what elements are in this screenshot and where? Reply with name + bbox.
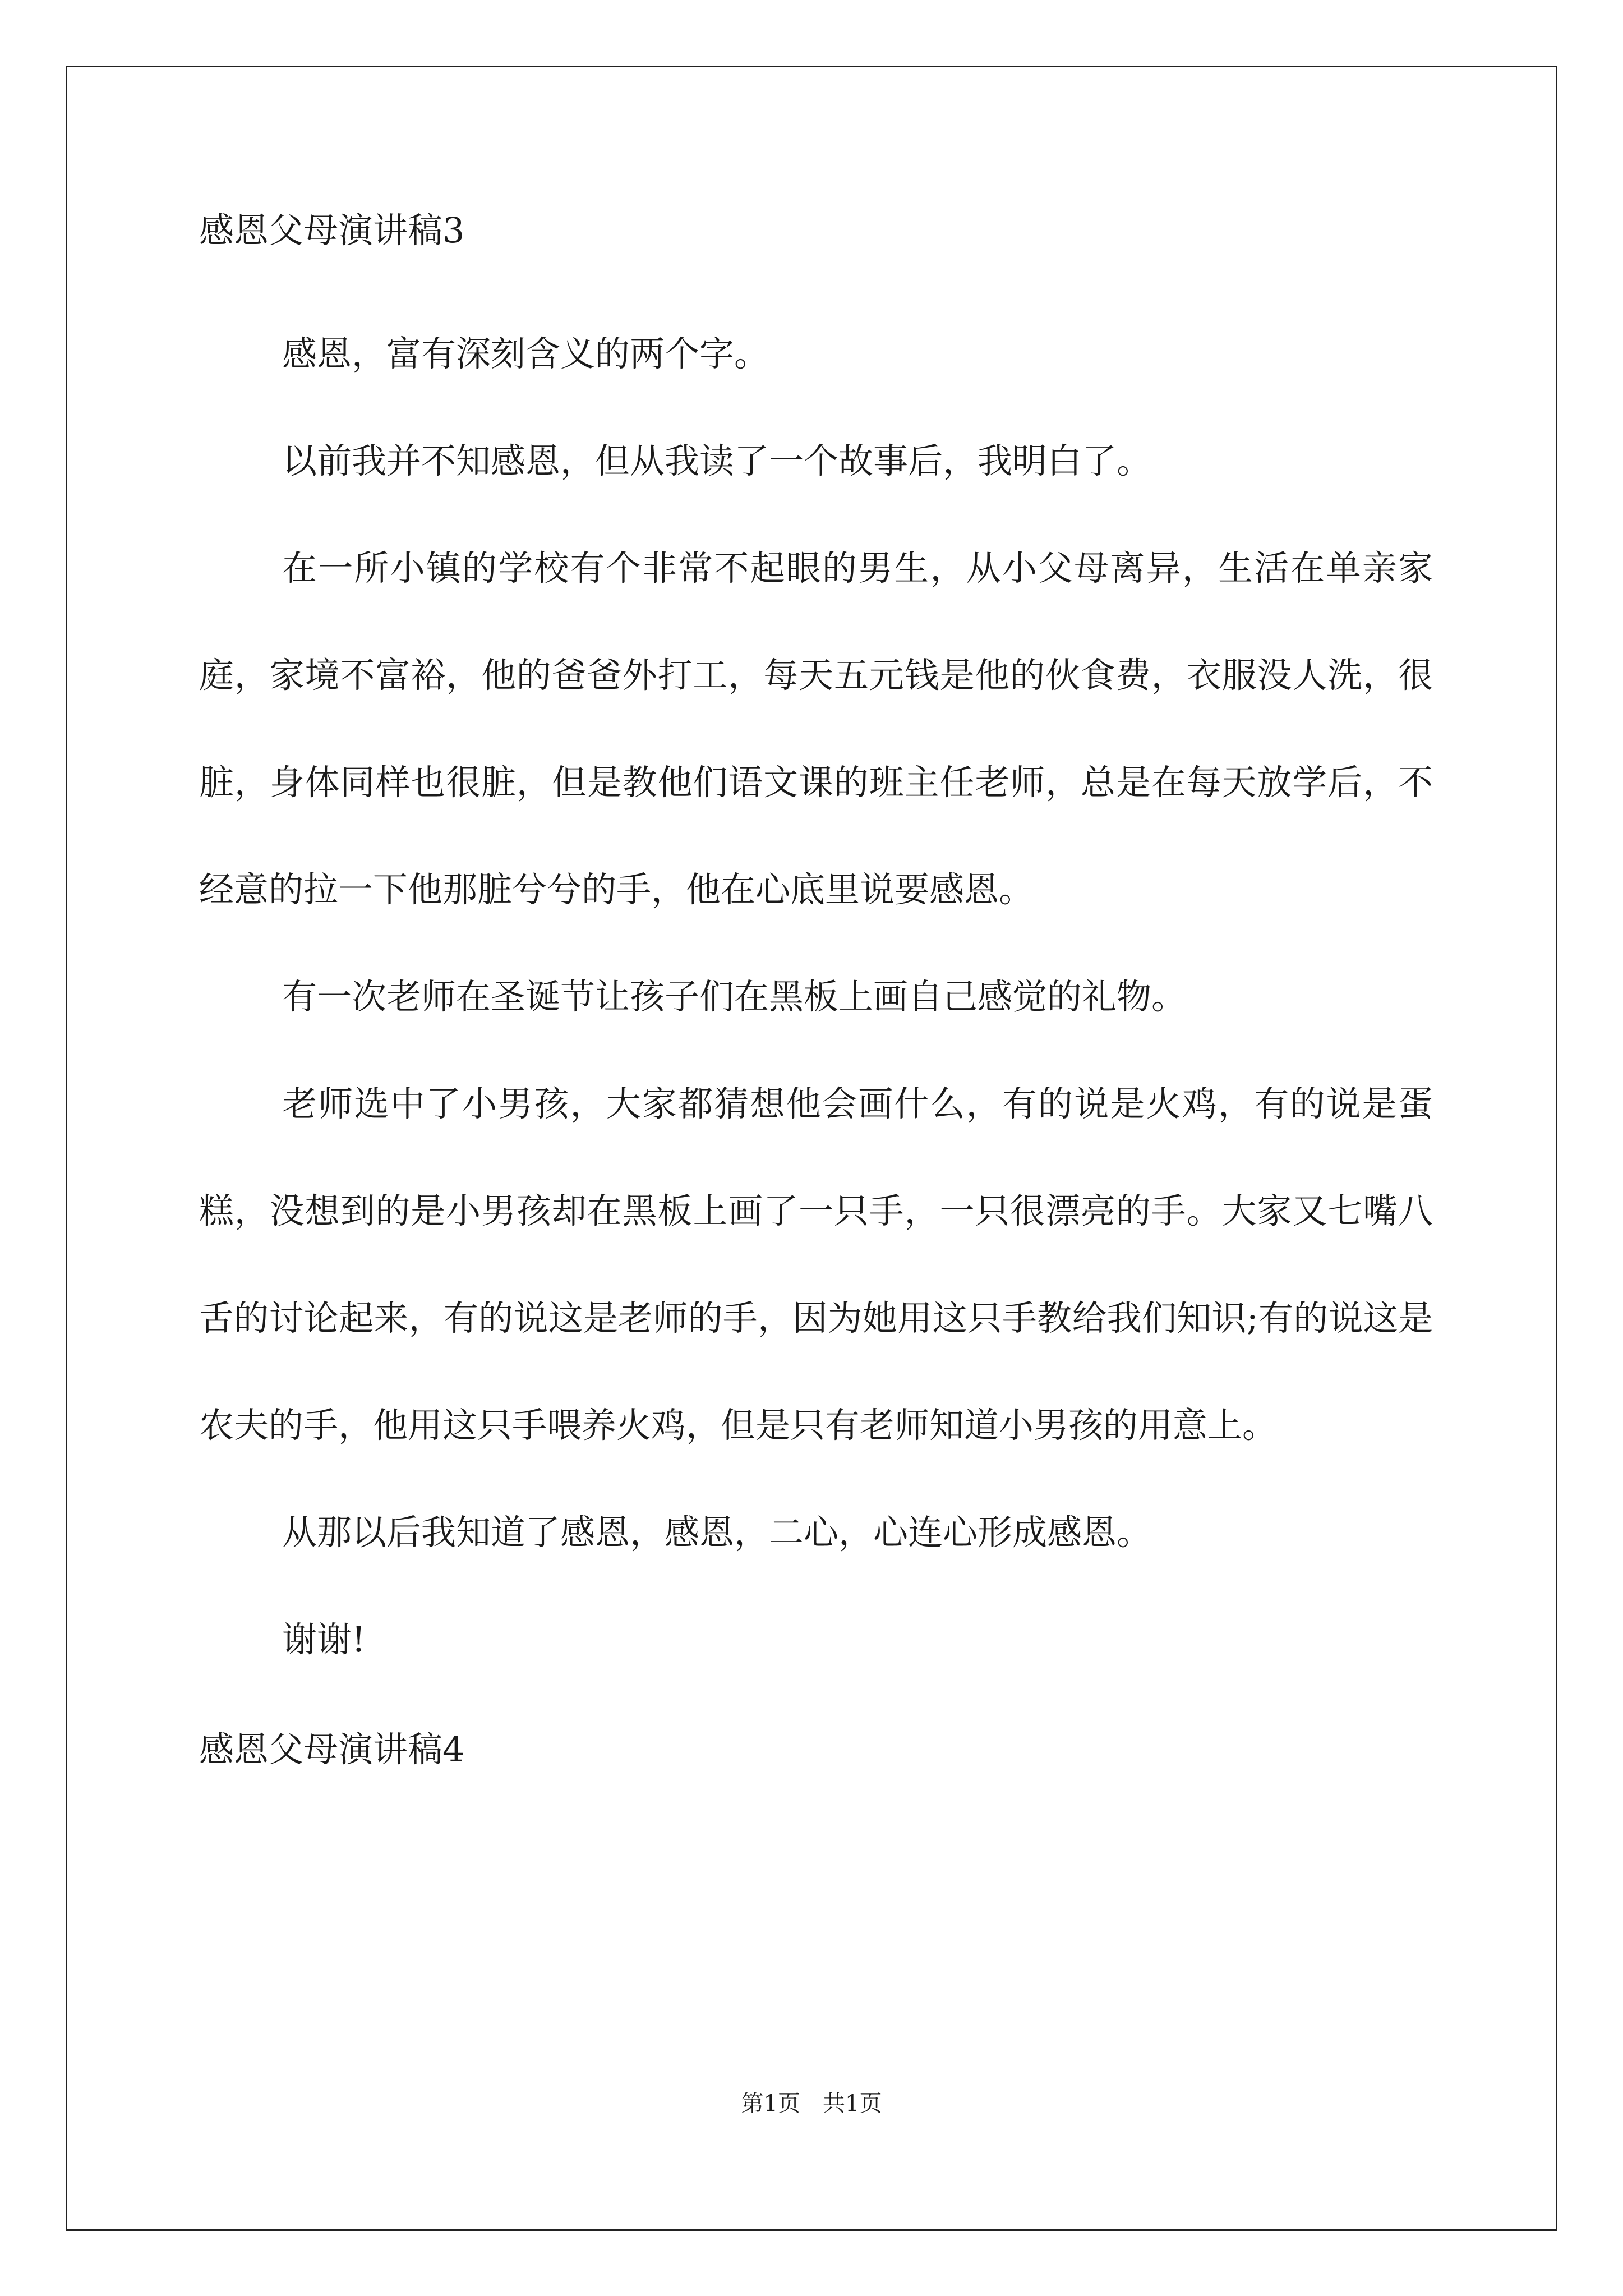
paragraph-4: 有一次老师在圣诞节让孩子们在黑板上画自己感觉的礼物。 bbox=[282, 976, 1187, 1017]
paragraph-7: 谢谢! bbox=[282, 1619, 366, 1660]
document-body bbox=[199, 210, 1433, 1770]
page-number-footer: 第1页 共1页 bbox=[741, 2091, 882, 2116]
section-heading-3: 感恩父母演讲稿3 bbox=[199, 210, 465, 251]
paragraph-3: 在一所小镇的学校有个非常不起眼的男生，从小父母离异，生活在单亲家庭，家境不富裕，他的爸爸外打工，每天五元钱是他的伙食费，衣服没人洗，很脏，身体同样也很脏，但是教他们语文课的班主任老师，总是在每天放学后，不经意的拉一下他那脏兮兮的手，他在心底里说要感恩。 bbox=[199, 547, 1433, 910]
paragraph-6: 从那以后我知道了感恩，感恩，二心，心连心形成感恩。 bbox=[282, 1512, 1152, 1553]
section-heading-4: 感恩父母演讲稿4 bbox=[199, 1729, 465, 1770]
paragraph-1: 感恩，富有深刻含义的两个字。 bbox=[282, 333, 769, 374]
paragraph-5: 老师选中了小男孩，大家都猜想他会画什么，有的说是火鸡，有的说是蛋糕，没想到的是小男孩却在黑板上画了一只手，一只很漂亮的手。大家又七嘴八舌的讨论起来，有的说这是老师的手，因为她用这只手教给我们知识;有的说这是农夫的手，他用这只手喂养火鸡，但是只有老师知道小男孩的用意上。 bbox=[199, 1083, 1433, 1446]
paragraph-2: 以前我并不知感恩，但从我读了一个故事后，我明白了。 bbox=[282, 440, 1152, 481]
